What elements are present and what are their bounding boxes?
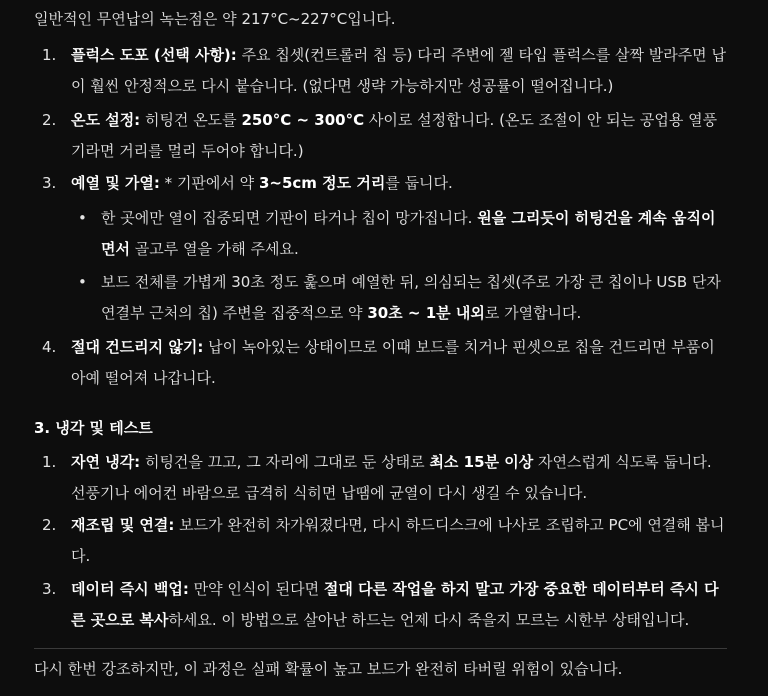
step-text: 하세요. 이 방법으로 살아난 하드는 언제 다시 죽을지 모르는 시한부 상태입니다. <box>168 611 690 629</box>
step-number: 3. <box>42 580 57 598</box>
step-body <box>71 40 728 102</box>
step-number: 1. <box>42 46 57 64</box>
step-text: 자연스럽게 식도록 둡니다. 선풍기나 에어컨 바람으로 급격히 식히면 납땜에 균열이 다시 생길 수 있습니다. <box>71 453 712 502</box>
step-text: 보드가 완전히 차가워졌다면, 다시 하드디스크에 나사로 조립하고 PC에 연결해 봅니다. <box>71 516 725 565</box>
divider <box>34 648 727 649</box>
step-number: 1. <box>42 453 57 471</box>
bullet-highlight: 30초 ~ 1분 내외 <box>367 304 485 322</box>
step-text: 를 둡니다. <box>385 174 453 192</box>
step-highlight: 절대 다른 작업을 하지 말고 가장 중요한 데이터부터 즉시 다른 곳으로 복사 <box>71 580 719 629</box>
bullet-dot: • <box>78 273 87 291</box>
outro-text: 다시 한번 강조하지만, 이 과정은 실패 확률이 높고 보드가 완전히 타버릴 위험이 있습니다. <box>34 660 623 678</box>
step-text: 주요 칩셋(컨트롤러 칩 등) 다리 주변에 젤 타입 플럭스를 살짝 발라주면 납이 훨씬 안정적으로 다시 붙습니다. (없다면 생략 가능하지만 성공률이 떨어집니다.) <box>71 46 726 95</box>
step-title: 플럭스 도포 (선택 사항): <box>71 46 237 64</box>
bullet-body <box>101 203 728 265</box>
bullet-text: 한 곳에만 열이 집중되면 기판이 타거나 칩이 망가집니다. <box>101 209 478 227</box>
step-number: 3. <box>42 174 57 192</box>
step-body <box>71 105 728 167</box>
bullet-highlight: 원을 그리듯이 히팅건을 계속 움직이면서 <box>101 209 716 258</box>
step-body <box>71 168 728 199</box>
step-number: 2. <box>42 111 57 129</box>
step-text: 히팅건을 끄고, 그 자리에 그대로 둔 상태로 <box>140 453 430 471</box>
step-title: 자연 냉각: <box>71 453 141 471</box>
step-number: 2. <box>42 516 57 534</box>
step-highlight: 3~5cm 정도 거리 <box>258 174 386 192</box>
step-title: 재조립 및 연결: <box>71 516 175 534</box>
step-title: 절대 건드리지 않기: <box>71 338 204 356</box>
step-body <box>71 574 728 636</box>
bullet-text: 보드 전체를 가볍게 30초 정도 훑으며 예열한 뒤, 의심되는 칩셋(주로 가장 큰 칩이나 USB 단자 연결부 근처의 칩) 주변을 집중적으로 약 <box>101 273 721 322</box>
step-text: 만약 인식이 된다면 <box>188 580 324 598</box>
step-number: 4. <box>42 338 57 356</box>
step-text: 히팅건 온도를 <box>140 111 242 129</box>
bullet-body <box>101 267 728 329</box>
step-text: 납이 녹아있는 상태이므로 이때 보드를 치거나 핀셋으로 칩을 건드리면 부품이 아예 떨어져 나갑니다. <box>71 338 715 387</box>
bullet-dot: • <box>78 209 87 227</box>
step-text: 사이로 설정합니다. (온도 조절이 안 되는 공업용 열풍기라면 거리를 멀리 두어야 합니다.) <box>71 111 718 160</box>
intro-text: 일반적인 무연납의 녹는점은 약 217°C~227°C입니다. <box>34 10 396 28</box>
step-body <box>71 510 728 572</box>
step-title: 온도 설정: <box>71 111 141 129</box>
step-text: * 기판에서 약 <box>159 174 259 192</box>
step-title: 예열 및 가열: <box>71 174 160 192</box>
step-highlight: 최소 15분 이상 <box>429 453 534 471</box>
step-body <box>71 447 728 509</box>
step-title: 데이터 즉시 백업: <box>71 580 189 598</box>
step-body <box>71 332 728 394</box>
bullet-text: 로 가열합니다. <box>484 304 582 322</box>
section-heading: 3. 냉각 및 테스트 <box>34 419 153 437</box>
bullet-text: 골고루 열을 가해 주세요. <box>129 240 299 258</box>
step-highlight: 250°C ~ 300°C <box>241 111 365 129</box>
